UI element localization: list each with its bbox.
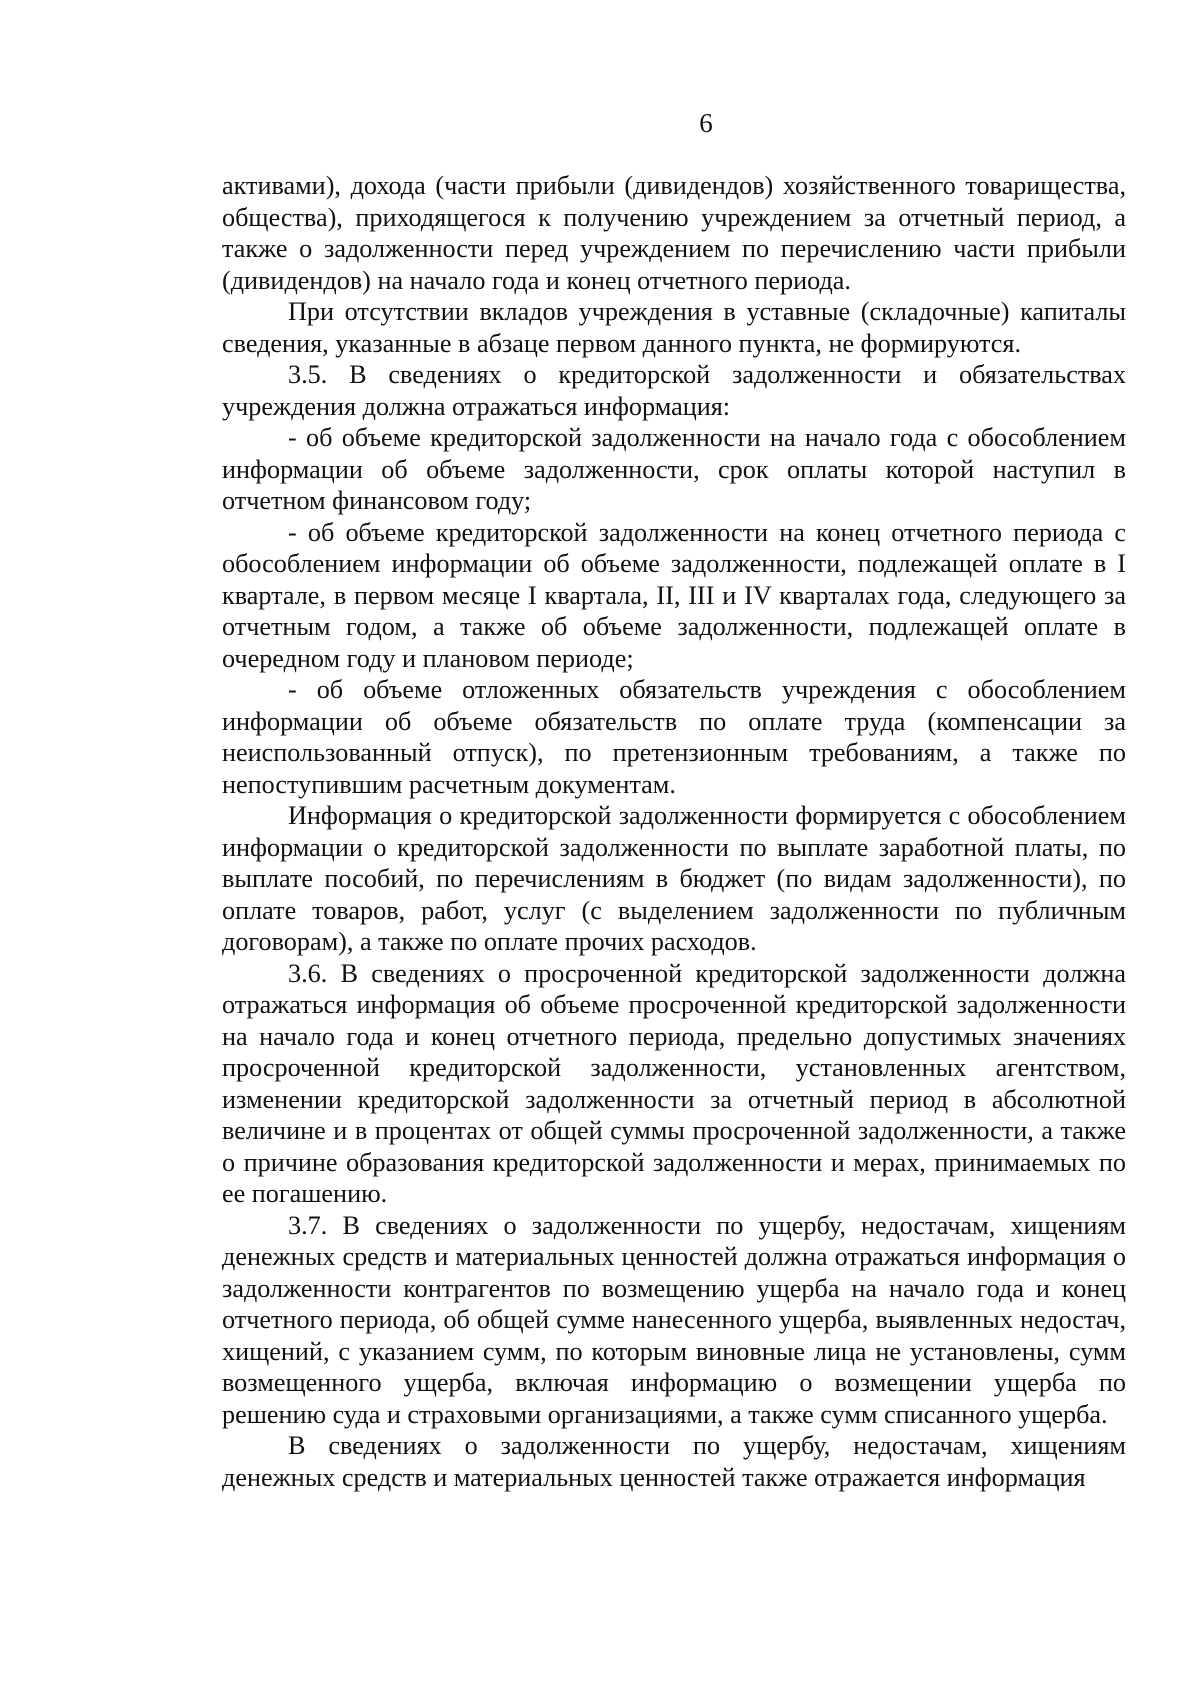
paragraph-3-6: 3.6. В сведениях о просроченной кредиторской задолженности должна отражаться информация об объеме просроченной кредиторской задолженности на начало года и конец отчетного периода, предельно допустимых значениях просроченной кредиторской задолженности, установленных агентством, изменении кредиторской задолженности за отчетный период в абсолютной величине и в процентах от общей суммы просроченной задолженности, а также о причине образования кредиторской задолженности и мерах, принимаемых по ее погашению. bbox=[222, 958, 1126, 1208]
paragraph-3-5: 3.5. В сведениях о кредиторской задолженности и обязательствах учреждения должна отражаться информация: bbox=[222, 360, 1126, 421]
paragraph-3-7: 3.7. В сведениях о задолженности по ущербу, недостачам, хищениям денежных средств и материальных ценностей должна отражаться информация о задолженности контрагентов по возмещению ущерба на начало года и конец отчетного периода, об общей сумме нанесенного ущерба, выявленных недостач, хищений, с указанием сумм, по которым виновные лица не установлены, сумм возмещенного ущерба, включая информацию о возмещении ущерба по решению суда и страховыми организациями, а также сумм списанного ущерба. bbox=[222, 1210, 1126, 1429]
paragraph-payables-breakdown: Информация о кредиторской задолженности формируется с обособлением информации о кредиторской задолженности по выплате заработной платы, по выплате пособий, по перечислениям в бюджет (по видам задолженности), по оплате товаров, работ, услуг (с выделением задолженности по публичным договорам), а также по оплате прочих расходов. bbox=[222, 801, 1126, 956]
list-item-deferred-obligations: - об объеме отложенных обязательств учреждения с обособлением информации об объеме обязательств по оплате труда (компенсации за неиспользованный отпуск), по претензионным требованиям, а также по непоступившим расчетным документам. bbox=[222, 675, 1126, 799]
page-number: 6 bbox=[699, 108, 713, 138]
paragraph-damage-info: В сведениях о задолженности по ущербу, недостачам, хищениям денежных средств и материальных ценностей также отражается информация bbox=[222, 1431, 1126, 1492]
paragraph-continuation: активами), дохода (части прибыли (дивидендов) хозяйственного товарищества, общества), приходящегося к получению учреждением за отчетный период, а также о задолженности перед учреждением по перечислению части прибыли (дивидендов) на начало года и конец отчетного периода. bbox=[222, 171, 1126, 295]
paragraph-no-contributions: При отсутствии вкладов учреждения в уставные (складочные) капиталы сведения, указанные в абзаце первом данного пункта, не формируются. bbox=[222, 297, 1126, 358]
list-item-payables-start-of-year: - об объеме кредиторской задолженности на начало года с обособлением информации об объеме задолженности, срок оплаты которой наступил в отчетном финансовом году; bbox=[222, 423, 1126, 515]
document-body bbox=[222, 170, 1126, 1493]
list-item-payables-end-of-period: - об объеме кредиторской задолженности на конец отчетного периода с обособлением информации об объеме задолженности, подлежащей оплате в I квартале, в первом месяце I квартала, II, III и IV кварталах года, следующего за отчетным годом, а также об объеме задолженности, подлежащей оплате в очередном году и плановом периоде; bbox=[222, 517, 1126, 673]
